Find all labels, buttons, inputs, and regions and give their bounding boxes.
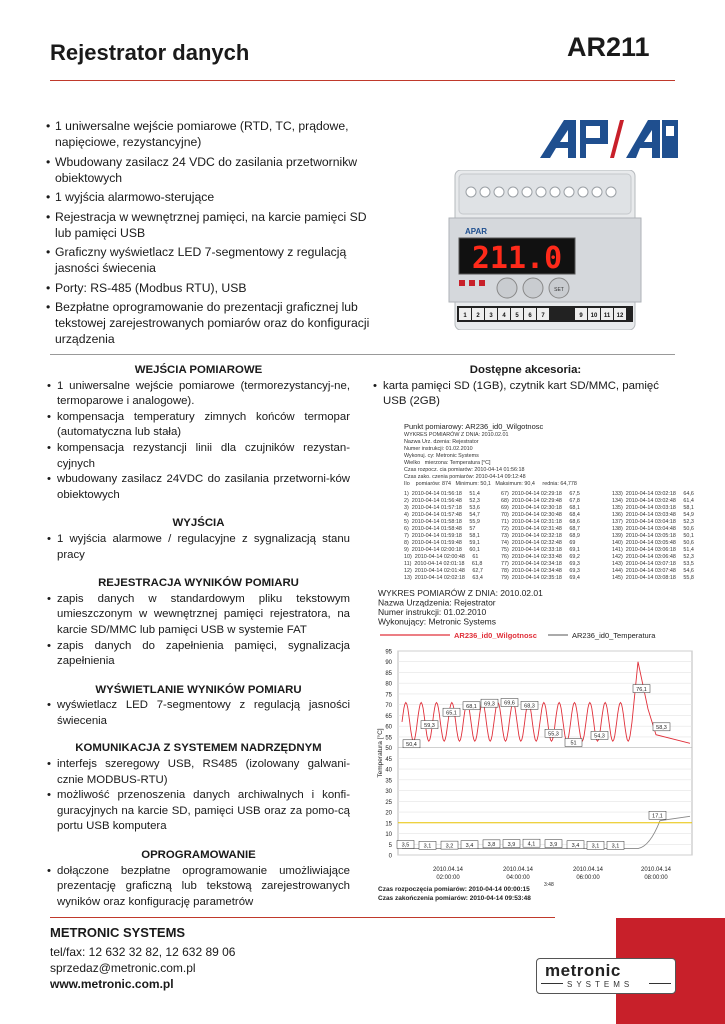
chart-value-label: 3,8	[487, 842, 496, 849]
terminal-label: 11	[603, 313, 611, 319]
legend-label-humidity: AR236_id0_Wilgotnosc	[454, 631, 537, 640]
terminal-label: 4	[502, 313, 506, 319]
data-table-row: 10) 2010-04-14 02:00:48 61	[404, 554, 479, 560]
data-table-meta-line: Czas rozpocz. cia pomiarów: 2010-04-14 01:56:18	[404, 467, 525, 473]
terminal-label: 1	[463, 313, 467, 319]
feature-item: • Bezpłatne oprogramowanie do prezentacji graficznej lub tekstowej zarejestrowanych pomiarów oraz do konfiguracji urządzenia	[46, 299, 381, 347]
spec-item: • 1 wyjścia alarmowe / regulacyjne z sygnalizacją stanu pracy	[47, 532, 350, 563]
chart-value-label: 68,3	[524, 703, 535, 710]
data-table-row: 12) 2010-04-14 02:01:48 62,7	[404, 568, 483, 574]
chart-value-label: 3,9	[549, 841, 558, 848]
data-table-row: 76) 2010-04-14 02:33:48 69,2	[501, 554, 580, 560]
footer-divider	[50, 917, 555, 918]
section-heading: OPROGRAMOWANIE	[141, 849, 256, 862]
chart-value-label: 3,5	[401, 842, 410, 849]
spec-item: • 1 uniwersalne wejście pomiarowe (termorezystancyj-ne, termoparowe i analogowe).	[47, 379, 350, 410]
data-table-row: 145) 2010-04-14 03:08:18 55,8	[612, 575, 694, 581]
section-heading: KOMUNIKACJA Z SYSTEMEM NADRZĘDNYM	[75, 742, 322, 755]
y-tick-label: 70	[385, 703, 392, 710]
email-link[interactable]: sprzedaz@metronic.com.pl	[50, 961, 196, 975]
spec-item: • zapis danych do zapełnienia pamięci, sygnalizacja zapełnienia	[47, 639, 350, 670]
x-tick-date: 2010.04.14	[640, 867, 672, 873]
data-table-row: 68) 2010-04-14 02:29:48 67,8	[501, 498, 580, 504]
metronic-logo-text: metronic	[545, 961, 621, 980]
device-image	[445, 170, 645, 330]
data-table-row: 71) 2010-04-14 02:31:18 68,6	[501, 519, 580, 525]
data-table-row: 3) 2010-04-14 01:57:18 53,6	[404, 505, 480, 511]
y-tick-label: 20	[385, 810, 392, 817]
data-table-row: 143) 2010-04-14 03:07:18 53,5	[612, 561, 694, 567]
chart-header-line: Numer instrukcji: 01.02.2010	[378, 607, 487, 617]
chart-value-label: 3,1	[611, 843, 620, 850]
y-tick-label: 85	[385, 670, 392, 677]
y-tick-label: 0	[388, 853, 392, 860]
chart-value-label: 3,1	[423, 843, 432, 850]
data-table-col	[501, 491, 612, 582]
accessories-heading: Dostępne akcesoria:	[469, 364, 582, 376]
chart-value-label: 3,4	[465, 842, 474, 849]
y-tick-label: 25	[385, 799, 392, 806]
chart-value-label: 3,4	[571, 842, 580, 849]
data-table-row: 70) 2010-04-14 02:30:48 68,4	[501, 512, 580, 518]
data-table-row: 13) 2010-04-14 02:02:18 63,4	[404, 575, 483, 581]
y-tick-label: 5	[388, 842, 392, 849]
x-tick-time: 06:00:00	[576, 875, 600, 881]
feature-item: • Wbudowany zasilacz 24 VDC do zasilania przetwornikw obiektowych	[46, 154, 381, 186]
data-table-meta-line: Nazwa Urz. dzenia: Rejestrator	[404, 439, 479, 445]
section-divider	[50, 354, 675, 355]
data-table-row: 11) 2010-04-14 02:01:18 61,8	[404, 561, 483, 567]
feature-item: • 1 wyjścia alarmowo-sterujące	[46, 189, 381, 205]
metronic-logo	[536, 958, 676, 994]
accessory-item: • karta pamięci SD (1GB), czytnik kart SD/MMC, pamięć USB (2GB)	[373, 379, 678, 410]
section-heading: WYJŚCIA	[172, 517, 225, 530]
data-table-col	[404, 491, 501, 582]
website-link[interactable]: www.metronic.com.pl	[50, 977, 174, 991]
phone: tel/fax: 12 632 32 82, 12 632 89 06	[50, 945, 236, 959]
chart-value-label: 17,1	[652, 813, 663, 820]
feature-list	[46, 118, 381, 351]
data-table-row: 72) 2010-04-14 02:31:48 68,7	[501, 526, 580, 532]
apar-logo-text: APAR	[540, 118, 543, 119]
chart-value-label: 69,3	[484, 701, 495, 708]
chart-footer-line: Czas zakończenia pomiarów: 2010-04-14 09:53:48	[378, 895, 531, 902]
y-tick-label: 15	[385, 821, 392, 828]
terminal-label: 5	[515, 313, 519, 319]
data-table-row: 69) 2010-04-14 02:30:18 68,1	[501, 505, 580, 511]
data-table-col	[612, 491, 694, 582]
data-table-row: 1) 2010-04-14 01:56:18 51,4	[404, 491, 480, 497]
spec-item: • możliwość przenoszenia danych archiwalnych i konfi-guracyjnych na karcie SD, pamięci USB oraz za pomo-cą portu USB komputera	[47, 788, 350, 835]
y-tick-label: 30	[385, 789, 392, 796]
up-key[interactable]	[523, 278, 543, 298]
chart-value-label: 3,1	[591, 843, 600, 850]
chart-value-label: 65,1	[446, 710, 457, 717]
chart-value-label: 68,1	[466, 703, 477, 710]
x-tick-date: 2010.04.14	[502, 867, 534, 873]
feature-item: • 1 uniwersalne wejście pomiarowe (RTD, TC, prądowe, napięciowe, rezystancyjne)	[46, 118, 381, 150]
device-display: 211.0	[471, 241, 563, 276]
terminal-label: 10	[590, 313, 598, 319]
apar-logo	[540, 118, 680, 160]
data-table	[404, 422, 694, 582]
terminal-label: 7	[541, 313, 545, 319]
y-tick-label: 50	[385, 746, 392, 753]
data-table-row: 9) 2010-04-14 02:00:18 60,1	[404, 547, 480, 553]
y-tick-label: 90	[385, 660, 392, 667]
data-table-row: 144) 2010-04-14 03:07:48 54,6	[612, 568, 694, 574]
chart-footer-fragment: 3:48	[544, 882, 554, 888]
chart-header-line: Wykonujący: Metronic Systems	[378, 616, 497, 627]
chart-value-label: 50,4	[406, 741, 417, 748]
data-table-row: 139) 2010-04-14 03:05:18 50,1	[612, 533, 694, 539]
data-table-row: 67) 2010-04-14 02:29:18 67,5	[501, 491, 580, 497]
chart-value-label: 3,9	[507, 841, 516, 848]
data-table-meta-line: Czas zako. czenia pomiarów: 2010-04-14 09:12:48	[404, 474, 526, 480]
data-table-row: 136) 2010-04-14 03:03:48 54,9	[612, 512, 694, 518]
chart-header-line: Nazwa Urządzenia: Rejestrator	[378, 597, 496, 608]
spec-item: • kompensacja rezystancji linii dla czujników rezystan-cyjnych	[47, 441, 350, 472]
data-table-row: 142) 2010-04-14 03:06:48 52,3	[612, 554, 694, 560]
chart-footer-line: Czas rozpoczęcia pomiarów: 2010-04-14 00:00:15	[378, 886, 530, 893]
chart-value-label: 69,6	[504, 700, 515, 707]
y-tick-label: 60	[385, 724, 392, 731]
data-table-row: 8) 2010-04-14 01:59:48 59,1	[404, 540, 480, 546]
set-key-label: SET	[554, 287, 564, 293]
x-tick-time: 08:00:00	[644, 875, 668, 881]
metronic-logo-sub: SYSTEMS	[567, 980, 634, 989]
y-tick-label: 10	[385, 832, 392, 839]
device-brand: APAR	[465, 227, 488, 236]
x-tick-date: 2010.04.14	[432, 867, 464, 873]
data-table-row: 4) 2010-04-14 01:57:48 54,7	[404, 512, 480, 518]
y-tick-label: 45	[385, 756, 392, 763]
data-table-row: 74) 2010-04-14 02:32:48 69	[501, 540, 576, 546]
data-table-meta-line: Numer instrukcji: 01.02.2010	[404, 446, 473, 452]
legend-label-temperature: AR236_id0_Temperatura	[572, 631, 656, 640]
terminal-label: 2	[476, 313, 480, 319]
spec-item: • kompensacja temperatury zimnych końców termopar (automatyczna lub stała)	[47, 410, 350, 441]
y-tick-label: 55	[385, 735, 392, 742]
spec-item: • wyświetlacz LED 7-segmentowy z regulacją jasności świecenia	[47, 698, 350, 729]
terminal-label: 12	[616, 313, 624, 319]
down-key[interactable]	[497, 278, 517, 298]
data-table-row: 137) 2010-04-14 03:04:18 52,3	[612, 519, 694, 525]
data-table-row: 77) 2010-04-14 02:34:18 69,3	[501, 561, 580, 567]
feature-item: • Porty: RS-485 (Modbus RTU), USB	[46, 280, 381, 296]
terminal-label: 3	[489, 313, 493, 319]
accessories	[373, 363, 678, 410]
chart-value-label: 4,1	[527, 841, 536, 848]
data-table-meta	[404, 432, 694, 488]
company-name: METRONIC SYSTEMS	[50, 925, 186, 940]
y-tick-label: 35	[385, 778, 392, 785]
chart-value-label: 58,3	[656, 725, 667, 732]
x-tick-date: 2010.04.14	[572, 867, 604, 873]
spec-item: • zapis danych w standardowym pliku tekstowym umieszczonym w wewnętrznej pamięci rejestratora, na karcie SD/MMC lub pamięci USB w systemie FAT	[47, 592, 350, 639]
chart-value-label: 76,1	[636, 686, 647, 693]
data-table-title: Punkt pomiarowy: AR236_id0_Wilgotnosc	[404, 422, 544, 431]
data-table-meta-line: Wielko mierzona: Temperatura [°C]	[404, 460, 491, 466]
x-tick-time: 02:00:00	[436, 875, 460, 881]
data-table-row: 2) 2010-04-14 01:56:48 52,3	[404, 498, 480, 504]
plot-area	[398, 651, 692, 855]
y-tick-label: 75	[385, 692, 392, 699]
header-divider	[50, 80, 675, 81]
terminal-label: 9	[579, 313, 583, 319]
section-heading: WEJŚCIA POMIAROWE	[134, 364, 263, 376]
y-tick-label: 80	[385, 681, 392, 688]
spec-column	[47, 363, 350, 910]
temperature-chart	[370, 585, 700, 905]
data-table-row: 78) 2010-04-14 02:34:48 69,3	[501, 568, 580, 574]
y-tick-label: 65	[385, 713, 392, 720]
chart-value-label: 54,3	[594, 733, 605, 740]
data-table-meta-line: Ilo pomiarów: 874 Minimum: 50,1 Maksimum: 90,4 rednia: 64,778	[404, 481, 577, 487]
data-table-row: 141) 2010-04-14 03:06:18 51,4	[612, 547, 694, 553]
feature-item: • Graficzny wyświetlacz LED 7-segmentowy z regulacją jasności świecenia	[46, 244, 381, 276]
chart-value-label: 51	[570, 740, 577, 747]
section-heading: REJESTRACJA WYNIKÓW POMIARU	[98, 577, 299, 590]
product-code: AR211	[567, 32, 650, 62]
data-table-row: 79) 2010-04-14 02:35:18 69,4	[501, 575, 580, 581]
data-table-row: 5) 2010-04-14 01:58:18 55,9	[404, 519, 480, 525]
terminal-label: 6	[528, 313, 532, 319]
data-table-row: 133) 2010-04-14 03:02:18 64,6	[612, 491, 694, 497]
y-tick-label: 95	[385, 649, 392, 656]
data-table-meta-line: WYKRES POMIARÓW Z DNIA: 2010.02.01	[404, 432, 509, 438]
data-table-row: 140) 2010-04-14 03:05:48 50,6	[612, 540, 694, 546]
data-table-row: 6) 2010-04-14 01:58:48 57	[404, 526, 476, 532]
spec-item: • wbudowany zasilacz 24VDC do zasilania przetworni-ków obiektowych	[47, 472, 350, 503]
spec-item: • interfejs szeregowy USB, RS485 (izolowany galwani-cznie MODBUS-RTU)	[47, 757, 350, 788]
data-table-row: 73) 2010-04-14 02:32:18 68,9	[501, 533, 580, 539]
section-heading: WYŚWIETLANIE WYNIKÓW POMIARU	[95, 683, 302, 696]
chart-value-label: 55,3	[548, 731, 559, 738]
data-table-row: 135) 2010-04-14 03:03:18 58,1	[612, 505, 694, 511]
data-table-row: 75) 2010-04-14 02:33:18 69,1	[501, 547, 580, 553]
feature-item: • Rejestracja w wewnętrznej pamięci, na karcie pamięci SD lub pamięci USB	[46, 209, 381, 241]
spec-item: • dołączone bezpłatne oprogramowanie umożliwiające prezentację graficzną lub tekstową zarejestrowanych wyników oraz konfigurację parametrów	[47, 864, 350, 911]
data-table-row: 134) 2010-04-14 03:02:48 61,4	[612, 498, 694, 504]
y-tick-label: 40	[385, 767, 392, 774]
chart-header-line: WYKRES POMIARÓW Z DNIA: 2010.02.01	[378, 588, 543, 598]
page-title: Rejestrator danych	[50, 40, 250, 65]
data-table-row: 7) 2010-04-14 01:59:18 58,1	[404, 533, 480, 539]
x-tick-time: 04:00:00	[506, 875, 530, 881]
y-axis-label: Temperatura [°C]	[377, 728, 384, 778]
data-table-meta-line: Wykonuj. cy: Metronic Systems	[404, 453, 479, 459]
chart-value-label: 3,2	[445, 843, 454, 850]
chart-value-label: 59,3	[424, 722, 435, 729]
data-table-row: 138) 2010-04-14 03:04:48 50,6	[612, 526, 694, 532]
